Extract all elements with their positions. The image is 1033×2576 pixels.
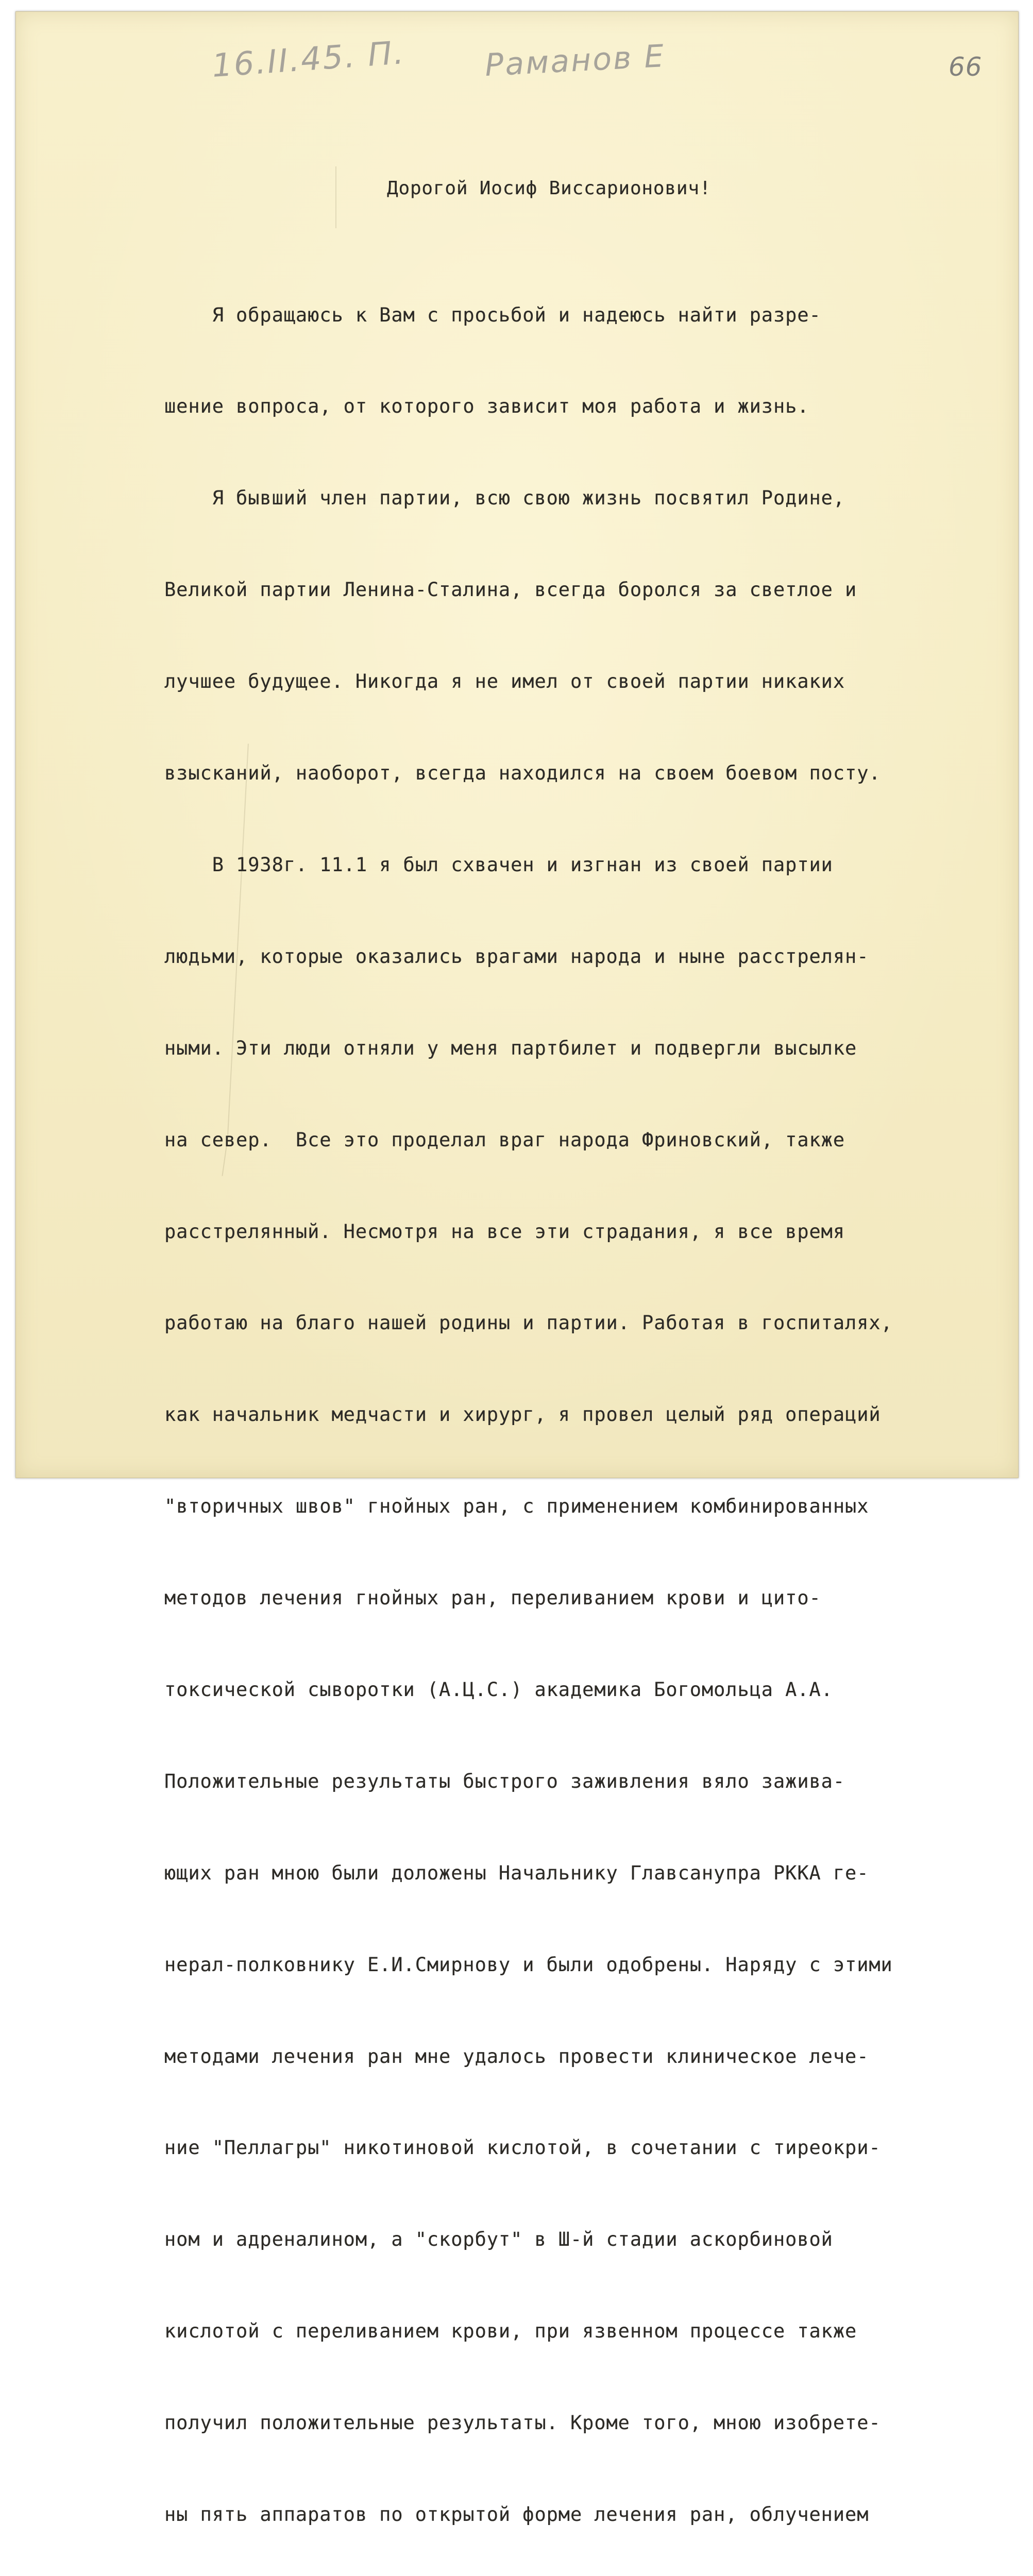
text-line: шение вопроса, от которого зависит моя работа и жизнь. [164, 395, 809, 418]
paper-crease [335, 166, 336, 228]
text-line: В 1938г. 11.1 я был схвачен и изгнан из своей партии [164, 853, 833, 876]
text-line: работаю на благо нашей родины и партии. Работая в госпиталях, [164, 1312, 893, 1334]
text-line: ющих ран мною были доложены Начальнику Главсанупра РККА ге- [164, 1861, 869, 1884]
text-line: Великой партии Ленина-Сталина, всегда боролся за светлое и [164, 579, 857, 601]
text-line: на север. Все это проделал враг народа Фриновский, также [164, 1128, 845, 1151]
text-line: "вторичных швов" гнойных ран, с применением комбинированных [164, 1495, 869, 1518]
handwritten-name: Раманов Е [484, 38, 666, 84]
letter-salutation: Дорогой Иосиф Виссарионович! [387, 178, 712, 199]
text-line: Я бывший член партии, всю свою жизнь посвятил Родине, [164, 487, 845, 510]
text-line: токсической сыворотки (А.Ц.С.) академика Богомольца А.А. [164, 1678, 833, 1701]
text-line: кислотой с переливанием крови, при язвенном процессе также [164, 2320, 857, 2343]
page-number: 66 [949, 52, 983, 82]
text-line: получил положительные результаты. Кроме того, мною изобрете- [164, 2412, 881, 2434]
text-line: методами лечения ран мне удалось провести клиническое лече- [164, 2045, 869, 2067]
text-line: расстрелянный. Несмотря на все эти страдания, я все время [164, 1220, 845, 1243]
text-line: Я обращаюсь к Вам с просьбой и надеюсь найти разре- [164, 303, 821, 326]
text-line: лучшее будущее. Никогда я не имел от своей партии никаких [164, 670, 845, 693]
text-line: ние "Пеллагры" никотиновой кислотой, в сочетании с тиреокри- [164, 2137, 881, 2159]
letter-body [164, 239, 893, 2576]
text-line: нерал-полковнику Е.И.Смирнову и были одобрены. Наряду с этими [164, 1953, 893, 1976]
text-line: как начальник медчасти и хирург, я провел целый ряд операций [164, 1403, 881, 1426]
handwritten-date: 16.II.45. П. [210, 33, 407, 85]
text-line: взысканий, наоборот, всегда находился на своем боевом посту. [164, 762, 881, 785]
text-line: ны пять аппаратов по открытой форме лечения ран, облучением [164, 2503, 869, 2526]
text-line: людьми, которые оказались врагами народа и ныне расстрелян- [164, 945, 869, 968]
letter-page [15, 11, 1019, 2526]
text-line: Положительные результаты быстрого заживления вяло зажива- [164, 1770, 845, 1792]
text-line: ном и адреналином, а "скорбут" в Ш-й стадии аскорбиновой [164, 2228, 833, 2251]
text-line: методов лечения гнойных ран, переливанием крови и цито- [164, 1587, 821, 1609]
text-line: ными. Эти люди отняли у меня партбилет и подвергли высылке [164, 1037, 857, 1059]
